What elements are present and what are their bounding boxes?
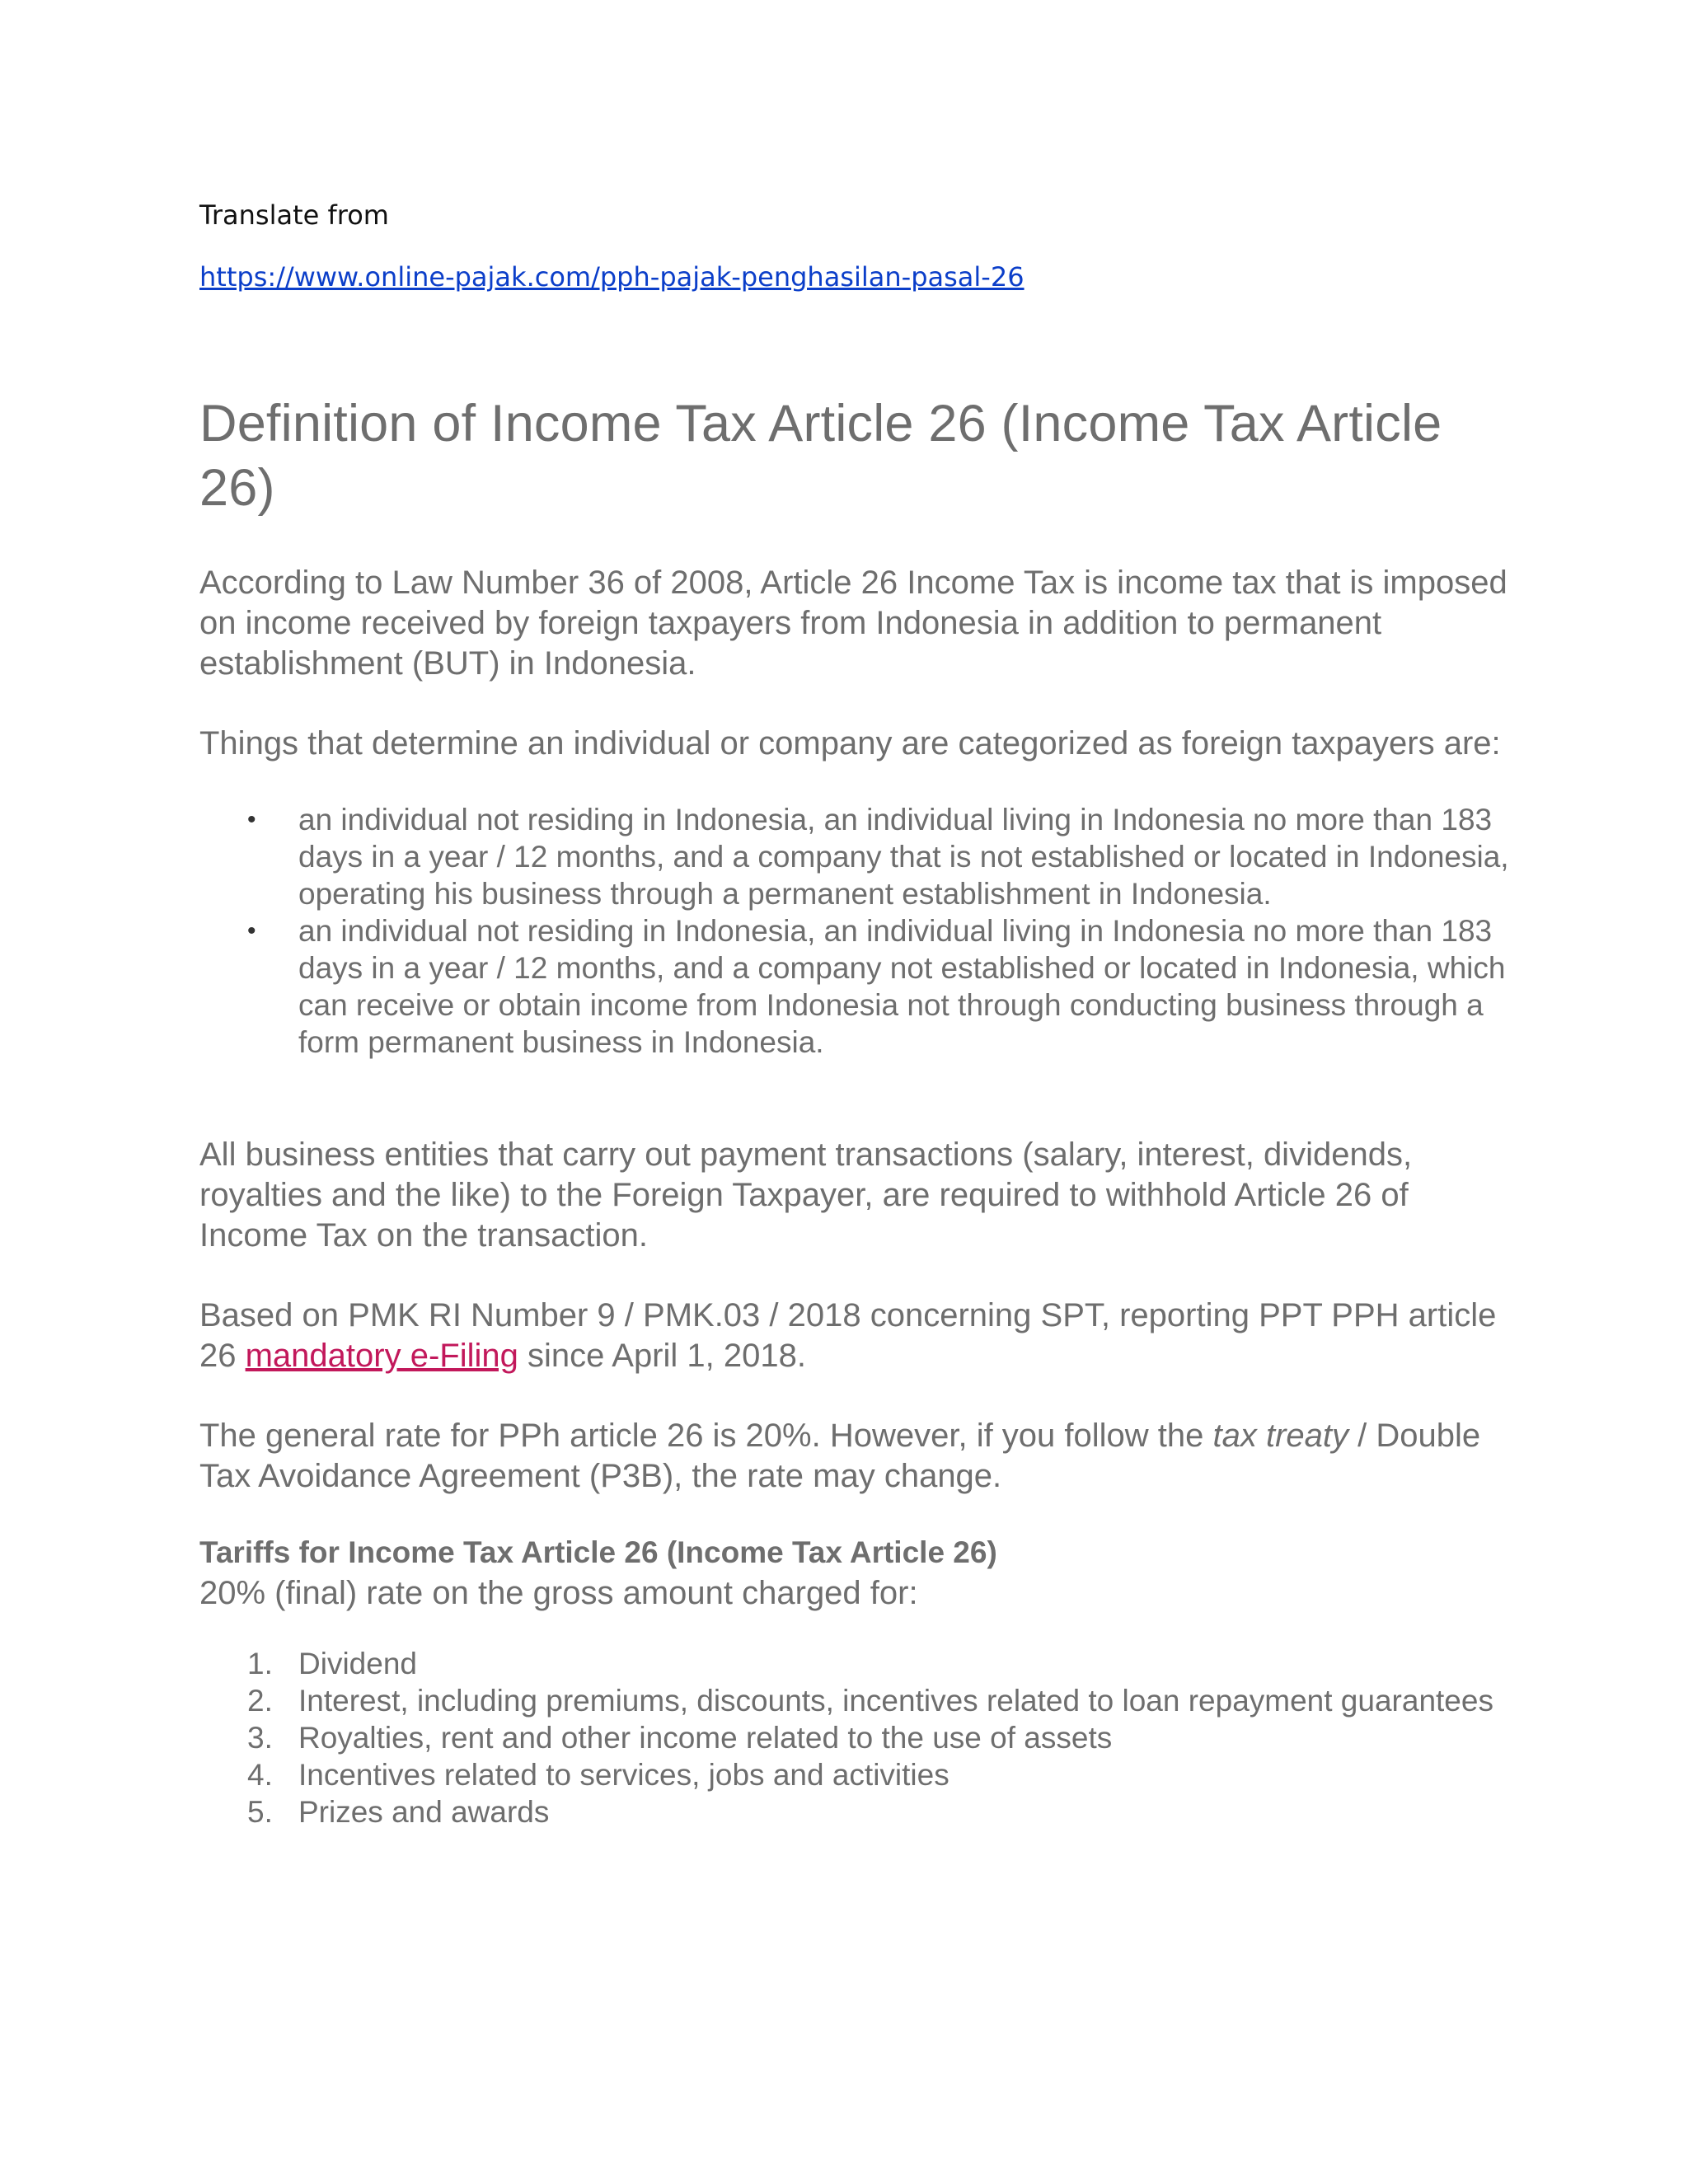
list-item [199, 1645, 1518, 1682]
tariff-item-text: Prizes and awards [298, 1795, 550, 1829]
mandatory-efiling-link[interactable]: mandatory e-Filing [245, 1338, 518, 1374]
criteria-list [199, 801, 1518, 1061]
tariff-item-text: Interest, including premiums, discounts, incentives related to loan repayment guarantees [298, 1684, 1493, 1718]
pmk-text-before: Based on PMK RI Number 9 / PMK.03 / 2018 concerning SPT, reporting PPT PPH article 26 [199, 1297, 1497, 1374]
list-item [199, 1793, 1518, 1830]
translate-from-label: Translate from [199, 199, 389, 231]
list-number: 2. [247, 1684, 273, 1718]
tariffs-rate-line: 20% (final) rate on the gross amount charged for: [199, 1575, 918, 1611]
tax-treaty-italic: tax treaty [1212, 1418, 1349, 1454]
list-item [199, 912, 1518, 1061]
bullet-icon: • [247, 917, 256, 944]
page-title: Definition of Income Tax Article 26 (Income Tax Article 26) [199, 395, 1442, 517]
tariff-item-text: Incentives related to services, jobs and activities [298, 1758, 950, 1792]
list-item [199, 1756, 1518, 1793]
document-page [199, 198, 1518, 1830]
tariff-item-text: Dividend [298, 1647, 417, 1680]
list-item [199, 801, 1518, 912]
list-number: 5. [247, 1795, 273, 1829]
pmk-text-after: since April 1, 2018. [518, 1338, 806, 1374]
bullet-icon: • [247, 806, 256, 833]
intro-paragraph: According to Law Number 36 of 2008, Article 26 Income Tax is income tax that is imposed on income received by foreign taxpayers from Indonesia in addition to permanent establishment (BUT) in Indonesia. [199, 565, 1507, 682]
rate-text-before: The general rate for PPh article 26 is 20%. However, if you follow the [199, 1418, 1213, 1454]
criteria-item-text: an individual not residing in Indonesia, an individual living in Indonesia no more than 183 days in a year / 12 months, and a company not established or located in Indonesia, which can receive or obtain income from Indonesia not through conducting business through a form permanent business in Indonesia. [298, 914, 1506, 1059]
withholding-paragraph: All business entities that carry out payment transactions (salary, interest, dividends, royalties and the like) to the Foreign Taxpayer, are required to withhold Article 26 of Income Tax on the transaction. [199, 1137, 1413, 1254]
tariff-item-text: Royalties, rent and other income related to the use of assets [298, 1721, 1113, 1755]
list-number: 4. [247, 1758, 273, 1792]
list-number: 1. [247, 1647, 273, 1680]
general-rate-paragraph [199, 1416, 1518, 1497]
source-url-link[interactable]: https://www.online-pajak.com/pph-pajak-penghasilan-pasal-26 [199, 261, 1025, 293]
list-number: 3. [247, 1721, 273, 1755]
pmk-paragraph [199, 1296, 1518, 1376]
list-item [199, 1719, 1518, 1756]
rate-text-after: / Double Tax Avoidance Agreement (P3B), the rate may change. [199, 1418, 1481, 1494]
criteria-item-text: an individual not residing in Indonesia, an individual living in Indonesia no more than 183 days in a year / 12 months, and a company that is not established or located in Indonesia, operating his business through a permanent establishment in Indonesia. [298, 803, 1509, 911]
list-item [199, 1682, 1518, 1719]
criteria-lead-paragraph: Things that determine an individual or company are categorized as foreign taxpayers are: [199, 725, 1501, 762]
tariffs-list [199, 1645, 1518, 1830]
tariffs-heading: Tariffs for Income Tax Article 26 (Income Tax Article 26) [199, 1535, 997, 1569]
